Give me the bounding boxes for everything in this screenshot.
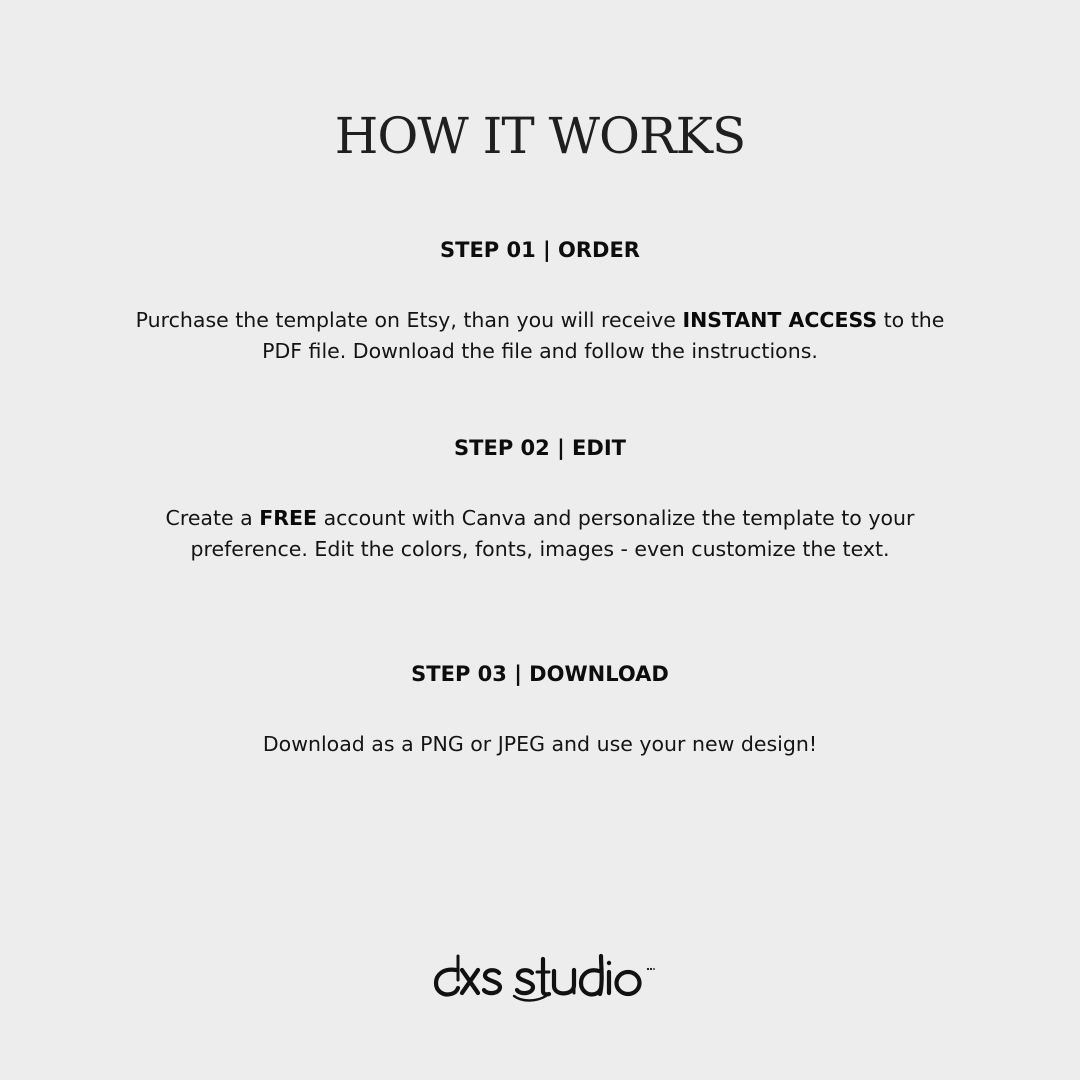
brand-logo [0, 944, 1080, 1014]
step-02-text-part-1: Create a [165, 506, 260, 530]
step-02-text-part-2: account with Canva and personalize the template to your preference. Edit the colors, fonts, images - even customize the text. [190, 506, 915, 561]
step-02-heading: STEP 02 | EDIT [454, 436, 626, 460]
step-02-description [130, 503, 950, 565]
step-03-text: Download as a PNG or JPEG and use your new design! [262, 732, 818, 756]
step-01-heading: STEP 01 | ORDER [440, 238, 640, 262]
step-01-text-part-2: to the PDF file. Download the file and follow the instructions. [262, 308, 945, 363]
step-03-heading: STEP 03 | DOWNLOAD [411, 662, 669, 686]
step-01-text-part-1: Purchase the template on Etsy, than you will receive [135, 308, 683, 332]
step-01-description [130, 305, 950, 367]
page-title: HOW IT WORKS [334, 107, 746, 165]
brand-logo-mark [0, 944, 1080, 1014]
step-01-emphasis: INSTANT ACCESS [682, 308, 878, 332]
step-02-emphasis: FREE [259, 506, 318, 530]
step-03-description [130, 729, 950, 760]
